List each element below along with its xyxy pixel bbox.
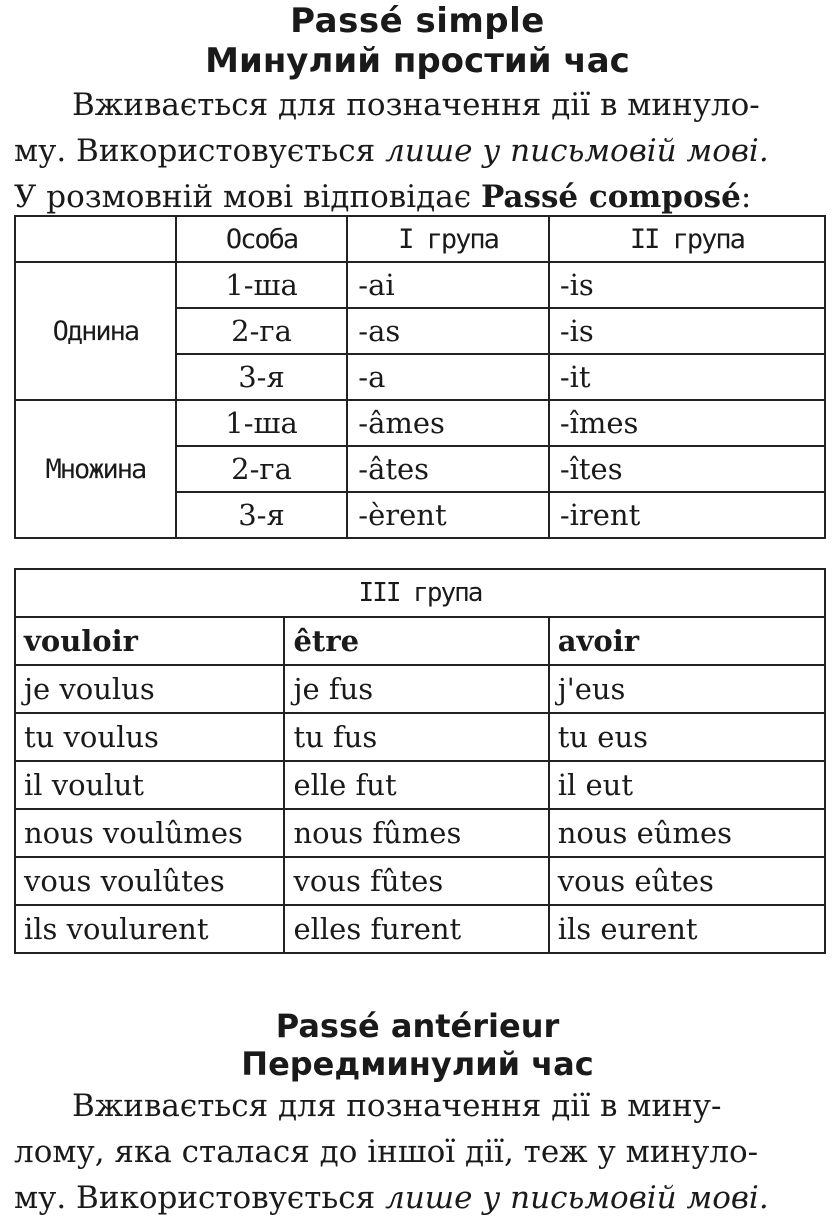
verb-avoir: avoir [549, 617, 825, 665]
ending-g2: -is [549, 262, 825, 308]
table-row [15, 905, 825, 953]
header-group1: І група [347, 216, 549, 262]
para-line: Вживається для позначення дії в минуло- [72, 87, 760, 123]
number-singular: Однина [15, 262, 176, 400]
para-text: му. Використовується [14, 133, 386, 169]
para-line [14, 1175, 826, 1221]
conj-cell: vous eûtes [549, 857, 825, 905]
conj-cell: je voulus [15, 665, 284, 713]
section2-title-fr: Passé antérieur [275, 1007, 560, 1045]
ending-g2: -it [549, 354, 825, 400]
section2-paragraph [14, 1083, 826, 1221]
conj-cell: vous voulûtes [15, 857, 284, 905]
section1-title-fr: Passé simple [290, 1, 545, 41]
header-person: Особа [176, 216, 348, 262]
section1-paragraph [14, 82, 826, 220]
ending-g1: -âtes [347, 446, 549, 492]
para-line [14, 128, 826, 174]
conj-cell: vous fûtes [284, 857, 548, 905]
conj-cell: elle fut [284, 761, 548, 809]
para-bold: Passé composé [480, 179, 741, 215]
person-cell: 1-ша [176, 400, 348, 446]
conj-cell: j'eus [549, 665, 825, 713]
person-cell: 3-я [176, 354, 348, 400]
person-cell: 2-га [176, 308, 348, 354]
conj-cell: nous voulûmes [15, 809, 284, 857]
person-cell: 2-га [176, 446, 348, 492]
person-cell: 3-я [176, 492, 348, 538]
conj-cell: elles furent [284, 905, 548, 953]
conj-cell: il eut [549, 761, 825, 809]
conj-cell: nous fûmes [284, 809, 548, 857]
conj-cell: ils voulurent [15, 905, 284, 953]
person-cell: 1-ша [176, 262, 348, 308]
conj-cell: tu fus [284, 713, 548, 761]
number-plural: Множина [15, 400, 176, 538]
table-row [15, 857, 825, 905]
table-row [15, 262, 825, 308]
ending-g2: -îmes [549, 400, 825, 446]
ending-g2: -is [549, 308, 825, 354]
group3-title: ІІІ група [15, 569, 825, 617]
table-header-row [15, 216, 825, 262]
table-title-row [15, 569, 825, 617]
verbs-row [15, 617, 825, 665]
ending-g1: -âmes [347, 400, 549, 446]
conj-cell: je fus [284, 665, 548, 713]
conj-cell: nous eûmes [549, 809, 825, 857]
section2-title-uk: Передминулий час [241, 1045, 594, 1083]
endings-table [14, 215, 826, 539]
para-line: лому, яка сталася до іншої дії, теж у минуло- [14, 1134, 759, 1170]
header-empty [15, 216, 176, 262]
conj-cell: tu eus [549, 713, 825, 761]
ending-g1: -èrent [347, 492, 549, 538]
table-row [15, 665, 825, 713]
table-row [15, 761, 825, 809]
conj-cell: tu voulus [15, 713, 284, 761]
table-row [15, 713, 825, 761]
para-text: : [740, 179, 752, 215]
ending-g2: -îtes [549, 446, 825, 492]
verb-etre: être [284, 617, 548, 665]
para-italic: лише у письмовій мові. [385, 133, 769, 169]
ending-g1: -a [347, 354, 549, 400]
table-row [15, 400, 825, 446]
ending-g1: -as [347, 308, 549, 354]
table-row [15, 809, 825, 857]
verb-vouloir: vouloir [15, 617, 284, 665]
ending-g1: -ai [347, 262, 549, 308]
ending-g2: -irent [549, 492, 825, 538]
para-line [14, 174, 826, 220]
group3-table [14, 568, 826, 954]
para-italic: лише у письмовій мові. [385, 1180, 769, 1216]
para-text: му. Використовується [14, 1180, 386, 1216]
conj-cell: il voulut [15, 761, 284, 809]
para-text: У розмовній мові відповідає [14, 179, 481, 215]
conj-cell: ils eurent [549, 905, 825, 953]
header-group2: ІІ група [549, 216, 825, 262]
para-line: Вживається для позначення дії в мину- [72, 1088, 722, 1124]
section1-title-uk: Минулий простий час [205, 41, 630, 81]
